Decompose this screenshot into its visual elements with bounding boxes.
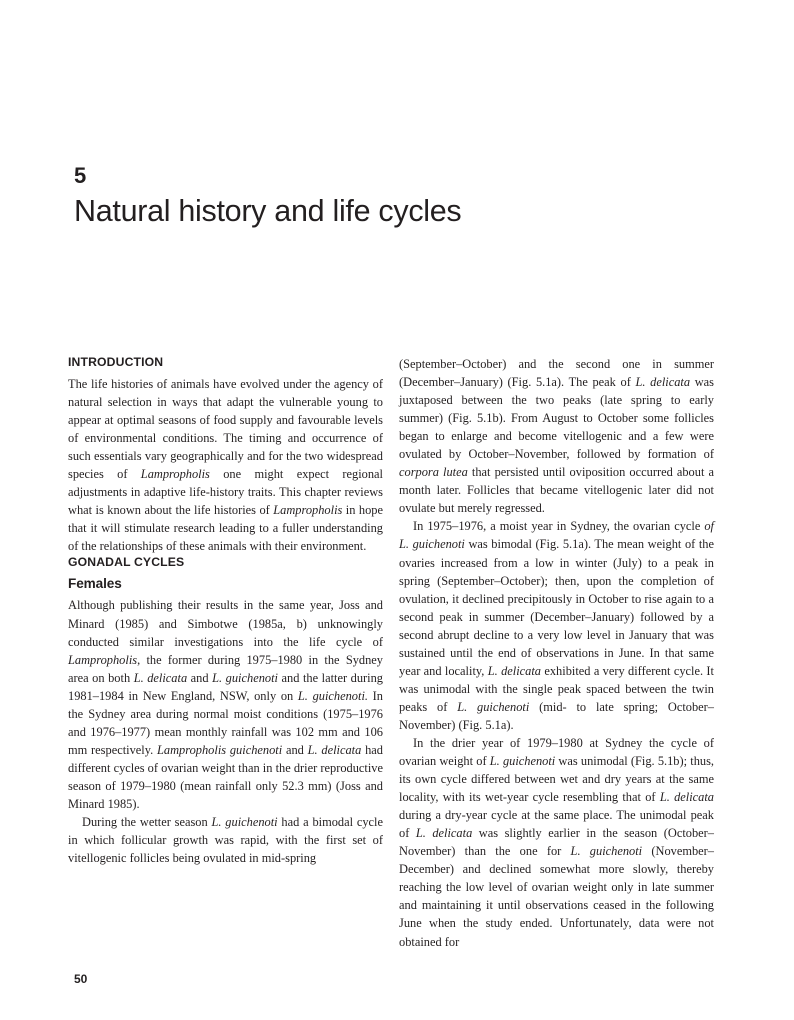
- paragraph-introduction: The life histories of animals have evolved under the agency of natural selection in ways that adapt the vulnerable young to appear at optimal seasons of food supply and favourable levels of environmental conditions. The timing and occurrence of such essentials vary geographically and for the two widespread species of Lampropholis one might expect regional adjustments in adaptive life-history traits. This chapter reviews what is known about the life histories of Lampropholis in hope that it will stimulate research leading to a fuller understanding of the relationships of these animals with their environment.: [68, 377, 383, 554]
- heading-introduction: INTRODUCTION: [68, 355, 164, 369]
- body-columns: [68, 355, 725, 949]
- paragraph-females-1: Although publishing their results in the same year, Joss and Minard (1985) and Simbotwe (1985a, b) unknowingly conducted similar investigations into the life cycle of Lampropholis, the former during 1975–1980 in the Sydney area on both L. delicata and L. guichenoti and the latter during 1981–1984 in New England, NSW, only on L. guichenoti. In the Sydney area during normal moist conditions (1975–1976 and 1976–1977) mean monthly rainfall was 102 mm and 106 mm respectively. Lampropholis guichenoti and L. delicata had different cycles of ovarian weight than in the drier reproductive season of 1979–1980 (mean rainfall only 52.3 mm) (Joss and Minard 1985).: [68, 598, 384, 811]
- paragraph-right-3: In the drier year of 1979–1980 at Sydney the cycle of ovarian weight of L. guichenoti was unimodal (Fig. 5.1b); thus, its own cycle differed between wet and dry years at the same locality, with its wet-year cycle resembling that of L. delicata during a dry-year cycle at the same place. The unimodal peak of L. delicata was slightly earlier in the season (October–November) than the one for L. guichenoti (November–December) and declined somewhat more slowly, thereby reaching the low level of ovarian weight only in late summer and maintaining it until observations ceased in the following June when the study ended. Unfortunately, data were not obtained for: [399, 735, 715, 949]
- heading-gonadal-cycles: GONADAL CYCLES: [68, 555, 185, 570]
- paragraph-right-2: In 1975–1976, a moist year in Sydney, the ovarian cycle of L. guichenoti was bimodal (Fig. 5.1a). The mean weight of the ovaries increased from a low in winter (July) to a peak in spring (September–October); then, upon the completion of ovulation, it declined precipitously in October to rise again to a second peak in summer (December–January) followed by a second abrupt decline to a very low level in January that was sustained until the end of observations in June. In that same year and locality, L. delicata exhibited a very different cycle. It was unimodal with the single peak spaced between the twin peaks of L. guichenoti (mid- to late spring; October–November) (Fig. 5.1a).: [399, 519, 715, 732]
- page-number: 50: [74, 972, 88, 986]
- paragraph-females-2: During the wetter season L. guichenoti had a bimodal cycle in which follicular growth was rapid, with the first set of vitellogenic follicles being ovulated in mid-spring: [68, 815, 384, 866]
- heading-females: Females: [68, 576, 122, 592]
- chapter-number: 5: [74, 163, 87, 188]
- column-left: [68, 355, 383, 940]
- column-right: [399, 355, 715, 949]
- page-title: Natural history and life cycles: [74, 194, 462, 228]
- chapter-header: [74, 163, 714, 229]
- paragraph-right-1: (September–October) and the second one in summer (December–January) (Fig. 5.1a). The peak of L. delicata was juxtaposed between the two peaks (late spring to early summer) (Fig. 5.1b). From August to October some follicles began to enlarge and become vitellogenic and a few were ovulated by October–November, followed by formation of corpora lutea that persisted until oviposition occurred about a month later. Follicles that became vitellogenic later did not ovulate but merely regressed.: [399, 357, 714, 516]
